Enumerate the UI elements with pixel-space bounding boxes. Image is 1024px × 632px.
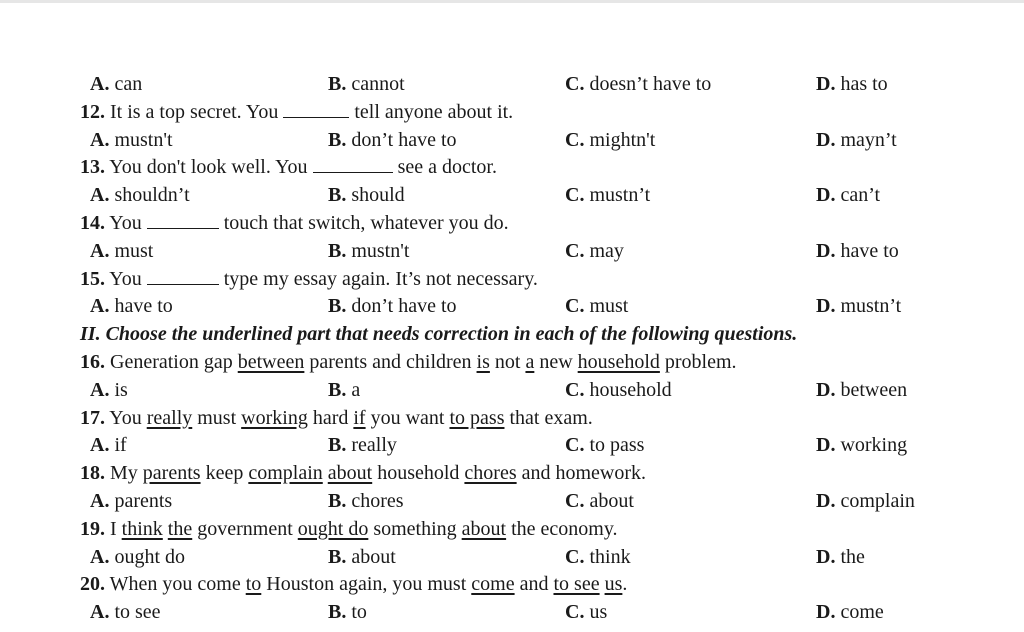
q19-option-b: B. about [328,545,396,568]
q20-option-d: D. come [816,601,884,624]
q20-option-a: A. to see [90,601,161,624]
q20-stem: 20. When you come to Houston again, you must come and to see us. [80,573,628,596]
q13-option-b: B. should [328,184,405,207]
q16-option-c: C. household [565,378,672,401]
q20-underlined-part: come [471,573,515,596]
q18-option-c: C. about [565,489,634,512]
q14-options-row [80,238,980,266]
q19-stem: 19. I think the government ought do something about the economy. [80,517,618,540]
q17-option-b: B. really [328,434,397,457]
q16-option-a: A. is [90,378,128,401]
q11-option-d: D. has to [816,73,888,95]
q15-stem: 15. You type my essay again. It’s not necessary. [80,267,538,290]
q11-options-row [80,71,980,99]
q14-option-d: D. have to [816,239,899,262]
q12-option-d: D. mayn’t [816,128,897,151]
q18-option-d: D. complain [816,489,915,512]
q16-underlined-part: is [476,350,490,373]
q18-underlined-part: about [327,462,373,485]
q16-underlined-part: a [525,350,535,373]
q19-option-a: A. ought do [90,545,186,568]
q20-option-c: C. us [565,601,608,624]
q13-stem: 13. You don't look well. You see a doctor. [80,156,497,179]
q20-underlined-part: us [604,573,623,596]
q12-stem: 12. It is a top secret. You tell anyone about it. [80,100,514,123]
q14-option-c: C. may [565,239,624,262]
q18-underlined-part: parents [142,462,201,485]
q17-options-row [80,432,980,460]
q19-underlined-part: about [461,517,507,540]
q15-option-c: C. must [565,295,629,318]
q17-underlined-part: working [241,406,308,429]
q12-option-a: A. mustn't [90,128,173,151]
q17-option-a: A. if [90,434,127,457]
q16-underlined-part: between [237,350,305,373]
q14-stem: 14. You touch that switch, whatever you do. [80,211,509,234]
q15-options-row [80,293,980,321]
q15-option-a: A. have to [90,295,173,318]
q13-option-a: A. shouldn’t [90,184,190,207]
q11-option-a: A. can [90,73,143,95]
section-heading: II. Choose the underlined part that needs correction in each of the following questions. [80,323,798,346]
q19-option-d: D. the [816,545,865,568]
q20-option-b: B. to [328,601,367,624]
q16-stem: 16. Generation gap between parents and children is not a new household problem. [80,350,737,373]
q16-underlined-part: household [577,350,660,373]
q17-underlined-part: if [353,406,366,429]
q15-option-d: D. mustn’t [816,295,902,318]
q18-options-row [80,488,980,516]
section-heading-row [80,321,980,349]
q15-option-b: B. don’t have to [328,295,457,318]
q17-underlined-part: really [146,406,193,429]
q19-option-c: C. think [565,545,631,568]
q19-options-row [80,544,980,572]
q16-option-b: B. a [328,378,361,401]
q13-option-d: D. can’t [816,184,881,207]
q20-options-row [80,599,980,627]
q12-option-c: C. mightn't [565,128,656,151]
q19-underlined-part: think [121,517,163,540]
q18-option-a: A. parents [90,489,173,512]
q16-options-row [80,377,980,405]
q11-option-b: B. cannot [328,73,405,95]
q17-option-c: C. to pass [565,434,645,457]
q13-option-c: C. mustn’t [565,184,651,207]
q14-option-b: B. mustn't [328,239,410,262]
q19-underlined-part: ought do [297,517,369,540]
q13-options-row [80,182,980,210]
q18-underlined-part: complain [248,462,323,485]
q18-underlined-part: chores [464,462,517,485]
q17-underlined-part: to pass [449,406,505,429]
q12-options-row [80,127,980,155]
q13-blank [313,154,393,173]
q12-option-b: B. don’t have to [328,128,457,151]
q20-underlined-part: to see [553,573,600,596]
q18-stem: 18. My parents keep complain about household chores and homework. [80,462,647,485]
q16-option-d: D. between [816,378,908,401]
worksheet [80,71,980,627]
q18-option-b: B. chores [328,489,404,512]
q14-blank [147,210,219,229]
top-border [0,0,1024,3]
q17-stem: 17. You really must working hard if you want to pass that exam. [80,406,593,429]
q11-option-c: C. doesn’t have to [565,73,712,95]
q15-blank [147,266,219,285]
q19-underlined-part: the [167,517,193,540]
q20-underlined-part: to [245,573,262,596]
q12-blank [283,99,349,118]
q14-option-a: A. must [90,239,154,262]
q17-option-d: D. working [816,434,908,457]
cut-off-next-line [10,624,130,632]
